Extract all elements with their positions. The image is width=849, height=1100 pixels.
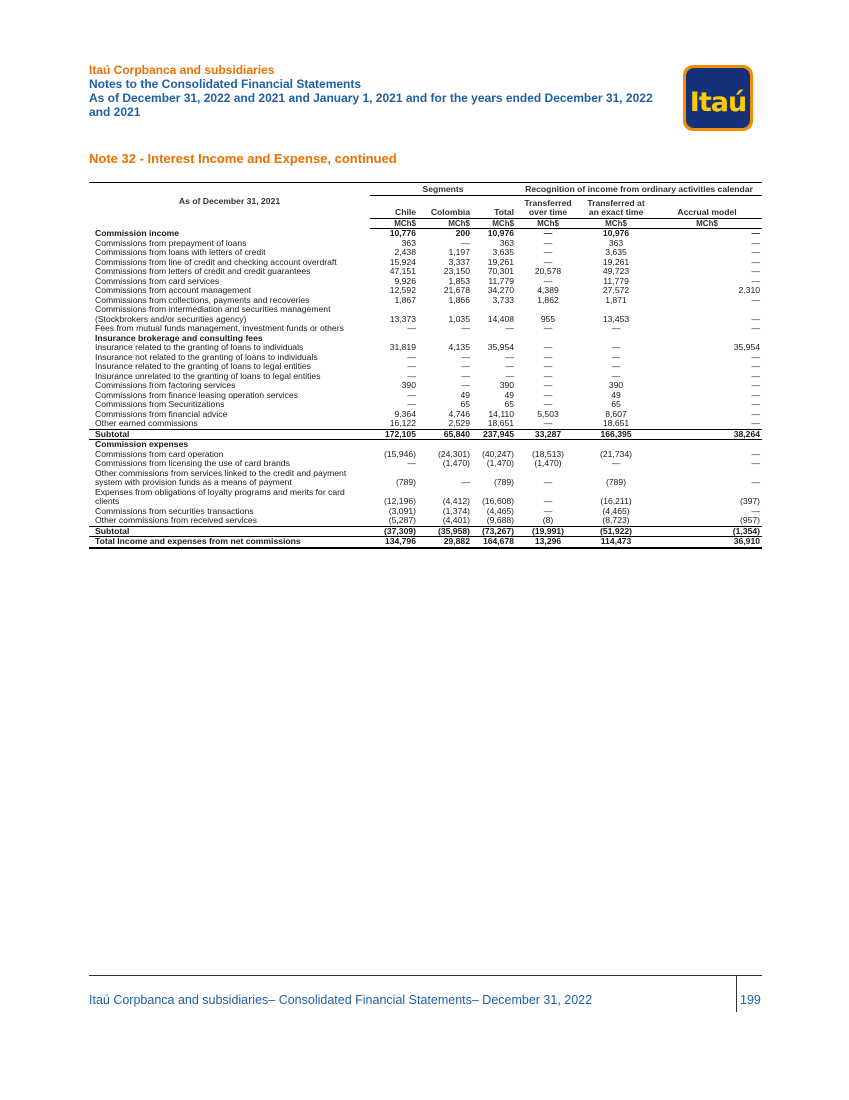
row-label: Commissions from intermediation and securities management (Stockbrokers and/or securities agency) <box>95 304 331 324</box>
row-value: — <box>543 323 553 333</box>
row-label: Commissions from Securitizations <box>95 399 225 409</box>
unit-label: MCh$ <box>472 218 516 229</box>
row-value: 1,197 <box>448 247 470 257</box>
row-value: — <box>407 399 416 409</box>
row-value: — <box>461 237 470 248</box>
row-value: 13,453 <box>602 313 630 324</box>
row-value: — <box>751 370 761 381</box>
row-label: Commissions from licensing the use of card brands <box>95 458 290 468</box>
row-value: — <box>543 399 553 409</box>
table-row <box>89 229 762 239</box>
row-value: 49 <box>460 389 470 400</box>
row-value: — <box>611 351 621 362</box>
row-value: (957) <box>652 516 762 526</box>
row-value: 1,866 <box>448 294 470 305</box>
row-value: 166,395 <box>580 429 652 440</box>
as-of-label: As of December 31, 2021 <box>89 183 370 219</box>
row-value: 134,796 <box>370 537 418 548</box>
row-value: 35,954 <box>733 342 761 352</box>
row-value: (15,946) <box>383 448 416 459</box>
row-value: — <box>751 313 761 324</box>
row-label: Commissions from securities transactions <box>95 505 254 516</box>
row-value: (73,267) <box>472 526 516 537</box>
row-value: 3,635 <box>605 247 627 257</box>
row-value <box>472 440 516 450</box>
row-value <box>370 440 418 450</box>
row-value: (9,688) <box>472 516 516 526</box>
row-value: 16,122 <box>370 419 418 429</box>
row-value: 4,389 <box>537 285 559 295</box>
column-header: Total <box>494 207 515 217</box>
row-value: 3,635 <box>492 247 515 257</box>
row-value: 13,373 <box>389 313 416 324</box>
row-value: 4,135 <box>448 342 470 352</box>
row-value: — <box>543 351 553 362</box>
page-header <box>89 63 689 119</box>
row-value: — <box>505 370 515 381</box>
row-value: — <box>543 496 553 506</box>
header-line-1: Notes to the Consolidated Financial Statements <box>89 77 362 91</box>
row-value: — <box>751 323 761 333</box>
row-value: (12,196) <box>383 496 416 506</box>
logo-text: Itaú <box>689 86 747 118</box>
table-row <box>89 469 762 488</box>
row-value: 65,840 <box>418 429 472 440</box>
row-value: (5,287) <box>370 516 418 526</box>
row-value: 19,261 <box>487 256 515 267</box>
row-value: 21,678 <box>443 285 470 295</box>
row-value: 31,819 <box>389 342 416 352</box>
row-label: Insurance unrelated to the granting of loans to legal entities <box>95 370 321 381</box>
row-value: — <box>407 351 416 362</box>
row-label: Insurance not related to the granting of loans to individuals <box>95 351 318 362</box>
row-value: (8) <box>516 516 580 526</box>
header-line-2: As of December 31, 2022 and 2021 and January 1, 2021 and for the years ended December 31, 2022 <box>89 91 653 105</box>
commission-table <box>89 182 762 549</box>
row-value: 12,592 <box>389 285 416 295</box>
row-label: Other commissions from received services <box>89 516 370 526</box>
row-value: (16,211) <box>600 496 632 506</box>
row-value: (19,991) <box>516 526 580 537</box>
table-row <box>89 516 762 526</box>
row-value: — <box>543 380 553 390</box>
unit-label: MCh$ <box>580 218 652 229</box>
row-label: Commissions from card operation <box>95 448 224 459</box>
row-value: (21,734) <box>600 448 633 459</box>
row-value: — <box>751 505 761 516</box>
row-value: (51,922) <box>580 526 652 537</box>
row-value: 65 <box>460 399 470 409</box>
unit-label: MCh$ <box>418 218 472 229</box>
row-value: 70,301 <box>487 266 515 276</box>
row-value: — <box>751 247 761 257</box>
row-value: 363 <box>608 237 624 248</box>
table-row <box>89 419 762 429</box>
row-value: — <box>407 323 416 333</box>
row-value: 18,651 <box>580 419 652 429</box>
row-value: — <box>407 458 416 468</box>
row-value: 3,337 <box>448 256 470 267</box>
row-value: — <box>751 380 761 390</box>
column-header: Transferred over time <box>524 197 572 217</box>
row-label: Total Income and expenses from net commissions <box>89 537 370 548</box>
row-value: 10,976 <box>602 228 630 238</box>
row-value: 363 <box>499 237 515 248</box>
row-value: (37,309) <box>370 526 418 537</box>
row-value: — <box>505 323 515 333</box>
row-value: 18,651 <box>472 419 516 429</box>
row-value: (1,374) <box>442 505 470 516</box>
row-value: — <box>611 361 621 371</box>
row-value: — <box>407 389 416 400</box>
row-value: 390 <box>608 380 624 390</box>
table-row <box>89 429 762 440</box>
row-value: — <box>652 419 762 429</box>
row-value: — <box>751 448 761 459</box>
row-value: — <box>751 266 761 276</box>
table-body <box>89 229 762 548</box>
row-value: 49,723 <box>602 266 630 276</box>
footer-separator <box>736 976 737 1012</box>
row-value: — <box>543 256 553 267</box>
row-value: 3,733 <box>492 294 515 305</box>
row-label: Subtotal <box>89 429 370 440</box>
table-row <box>89 537 762 548</box>
row-value: — <box>543 389 553 400</box>
row-value: — <box>751 228 761 238</box>
row-value: (3,091) <box>388 505 416 516</box>
row-label: Commissions from collections, payments and recoveries <box>95 294 310 305</box>
row-value: — <box>407 361 416 371</box>
row-value: — <box>461 351 470 362</box>
row-value: — <box>751 389 761 400</box>
row-value: 237,945 <box>472 429 516 440</box>
row-value: — <box>751 237 761 248</box>
row-value: — <box>543 275 553 286</box>
header-line-3: and 2021 <box>89 105 141 119</box>
row-value: (789) <box>493 477 515 487</box>
row-value: (35,958) <box>418 526 472 537</box>
row-value: 390 <box>499 380 515 390</box>
table-row <box>89 526 762 537</box>
row-value: — <box>751 361 761 371</box>
row-value: 164,678 <box>472 537 516 548</box>
row-value <box>580 440 652 450</box>
row-value: 11,779 <box>603 275 629 286</box>
company-name: Itaú Corpbanca and subsidiaries <box>89 63 275 77</box>
note-title: Note 32 - Interest Income and Expense, continued <box>89 151 397 166</box>
row-value: — <box>543 247 553 257</box>
row-value: (397) <box>739 496 761 506</box>
row-label: Commissions from prepayment of loans <box>95 237 247 248</box>
row-value: (789) <box>606 477 627 487</box>
row-value: — <box>516 419 580 429</box>
row-value: — <box>461 370 470 381</box>
row-value: — <box>407 370 416 381</box>
table-row <box>89 440 762 450</box>
row-value: (4,465) <box>602 505 630 516</box>
row-value: (789) <box>395 477 416 487</box>
row-value: — <box>543 228 553 238</box>
row-value: 10,976 <box>487 228 515 238</box>
row-value: 390 <box>401 380 416 390</box>
row-value: 47,151 <box>389 266 416 276</box>
row-value: — <box>505 351 515 362</box>
row-label: Commissions from factoring services <box>95 380 236 390</box>
logo-inner <box>686 68 750 128</box>
unit-label: MCh$ <box>652 218 762 229</box>
row-label: Commissions from financial advice <box>95 408 228 419</box>
recognition-header: Recognition of income from ordinary activities calendar <box>516 183 762 196</box>
row-value: 13,296 <box>516 537 580 548</box>
row-value: 11,779 <box>488 275 515 286</box>
column-header: Chile <box>394 207 416 217</box>
row-value: 14,408 <box>487 313 515 324</box>
row-value: — <box>751 275 761 286</box>
row-label: Other commissions from services linked to the credit and payment system with provision funds as a means of payment <box>95 467 347 487</box>
row-value: (16,608) <box>482 496 515 506</box>
row-value: 1,862 <box>537 294 559 305</box>
row-value: (4,412) <box>442 496 470 506</box>
row-label: Commissions from card services <box>95 275 220 286</box>
row-value: — <box>461 361 470 371</box>
row-value: — <box>611 458 621 468</box>
row-value: — <box>751 399 761 409</box>
row-value: — <box>751 294 761 305</box>
row-value <box>418 440 472 450</box>
row-value: 34,270 <box>487 285 515 295</box>
row-value: 363 <box>401 237 416 248</box>
row-value: 4,746 <box>448 408 470 419</box>
row-value: 1,853 <box>448 275 470 286</box>
unit-label: MCh$ <box>370 218 418 229</box>
row-value: 172,105 <box>370 429 418 440</box>
row-value: — <box>461 477 470 487</box>
row-value: 2,310 <box>738 285 761 295</box>
row-value: 29,882 <box>418 537 472 548</box>
row-label: Other earned commissions <box>89 419 370 429</box>
row-value: — <box>751 256 761 267</box>
row-value: — <box>543 361 553 371</box>
row-value: — <box>751 351 761 362</box>
row-value: (1,354) <box>652 526 762 537</box>
row-label: Fees from mutual funds management, investment funds or others <box>95 323 344 333</box>
row-value: 27,572 <box>602 285 630 295</box>
row-label: Commissions from account management <box>95 285 252 295</box>
row-value: — <box>751 408 761 419</box>
row-value: 38,264 <box>652 429 762 440</box>
row-value: 1,035 <box>448 313 470 324</box>
row-value: 14,110 <box>488 408 515 419</box>
row-value: — <box>461 380 470 390</box>
row-value: — <box>611 323 621 333</box>
unit-label: MCh$ <box>516 218 580 229</box>
row-value: 35,954 <box>487 342 515 352</box>
row-value: 36,910 <box>652 537 762 548</box>
table-row <box>89 305 762 324</box>
table-header-groups <box>89 183 762 196</box>
row-value: 955 <box>540 313 556 324</box>
row-value: 1,867 <box>394 294 416 305</box>
row-value: — <box>543 505 553 516</box>
row-value: — <box>505 361 515 371</box>
row-value: 8,607 <box>605 408 627 419</box>
footer-text: Itaú Corpbanca and subsidiaries– Consolidated Financial Statements– December 31, 2022 <box>89 993 593 1007</box>
row-value: — <box>543 237 553 248</box>
row-label: Insurance brokerage and consulting fees <box>95 332 263 343</box>
row-value: (8,723) <box>580 516 652 526</box>
row-value <box>652 440 762 450</box>
column-header: Colombia <box>430 207 470 217</box>
row-label: Commissions from finance leasing operation services <box>95 389 298 400</box>
row-value: (40,247) <box>482 448 515 459</box>
row-value: — <box>543 342 553 352</box>
row-label: Expenses from obligations of loyalty programs and merits for card clients <box>95 486 345 506</box>
row-value: 23,150 <box>443 266 470 276</box>
column-header: Accrual model <box>677 207 737 217</box>
row-value: (24,301) <box>437 448 470 459</box>
row-value: 15,924 <box>389 256 416 267</box>
row-value: 200 <box>455 228 470 238</box>
row-value: 5,503 <box>537 408 559 419</box>
column-header: Transferred at an exact time <box>587 197 645 217</box>
row-value: 65 <box>611 399 621 409</box>
row-value: 19,261 <box>602 256 630 267</box>
row-value: (18,513) <box>532 448 565 459</box>
row-value: — <box>751 477 761 487</box>
row-value: 2,529 <box>418 419 472 429</box>
row-value: (4,465) <box>486 505 515 516</box>
segments-header: Segments <box>370 183 516 196</box>
row-value: 9,364 <box>394 408 416 419</box>
table-units-row <box>89 218 762 229</box>
row-value: 65 <box>504 399 515 409</box>
row-value: 1,871 <box>605 294 627 305</box>
row-value: 2,438 <box>394 247 416 257</box>
unit-blank <box>89 218 370 229</box>
row-label: Commissions from line of credit and checking account overdraft <box>95 256 337 267</box>
commission-table-wrapper <box>89 182 762 549</box>
table-row <box>89 488 762 507</box>
row-label: Commission income <box>95 228 180 238</box>
footer-divider <box>89 975 762 976</box>
row-value: 10,776 <box>389 228 416 238</box>
row-value: (1,470) <box>534 458 562 468</box>
row-label: Commission expenses <box>95 439 189 449</box>
row-value: (4,401) <box>418 516 472 526</box>
row-value: — <box>611 370 621 381</box>
row-value: 49 <box>611 389 621 400</box>
row-value: — <box>461 323 470 333</box>
row-label: Insurance related to the granting of loans to legal entities <box>95 361 311 371</box>
row-value: — <box>543 477 553 487</box>
row-value: 33,287 <box>516 429 580 440</box>
row-value: 20,578 <box>534 266 562 276</box>
row-label: Subtotal <box>89 526 370 537</box>
row-value: — <box>611 342 621 352</box>
row-value: — <box>543 370 553 381</box>
row-value: 9,926 <box>394 275 416 286</box>
row-value: (1,470) <box>442 458 470 468</box>
row-value: — <box>751 458 761 468</box>
row-value: 49 <box>504 389 515 400</box>
row-label: Commissions from letters of credit and credit guarantees <box>95 266 311 276</box>
row-label: Insurance related to the granting of loans to individuals <box>95 342 304 352</box>
row-value: 114,473 <box>580 537 652 548</box>
row-value <box>516 440 580 450</box>
itau-logo <box>683 65 753 131</box>
row-label: Commissions from loans with letters of credit <box>95 247 266 257</box>
row-value: (1,470) <box>486 458 515 468</box>
page-number: 199 <box>740 993 761 1007</box>
